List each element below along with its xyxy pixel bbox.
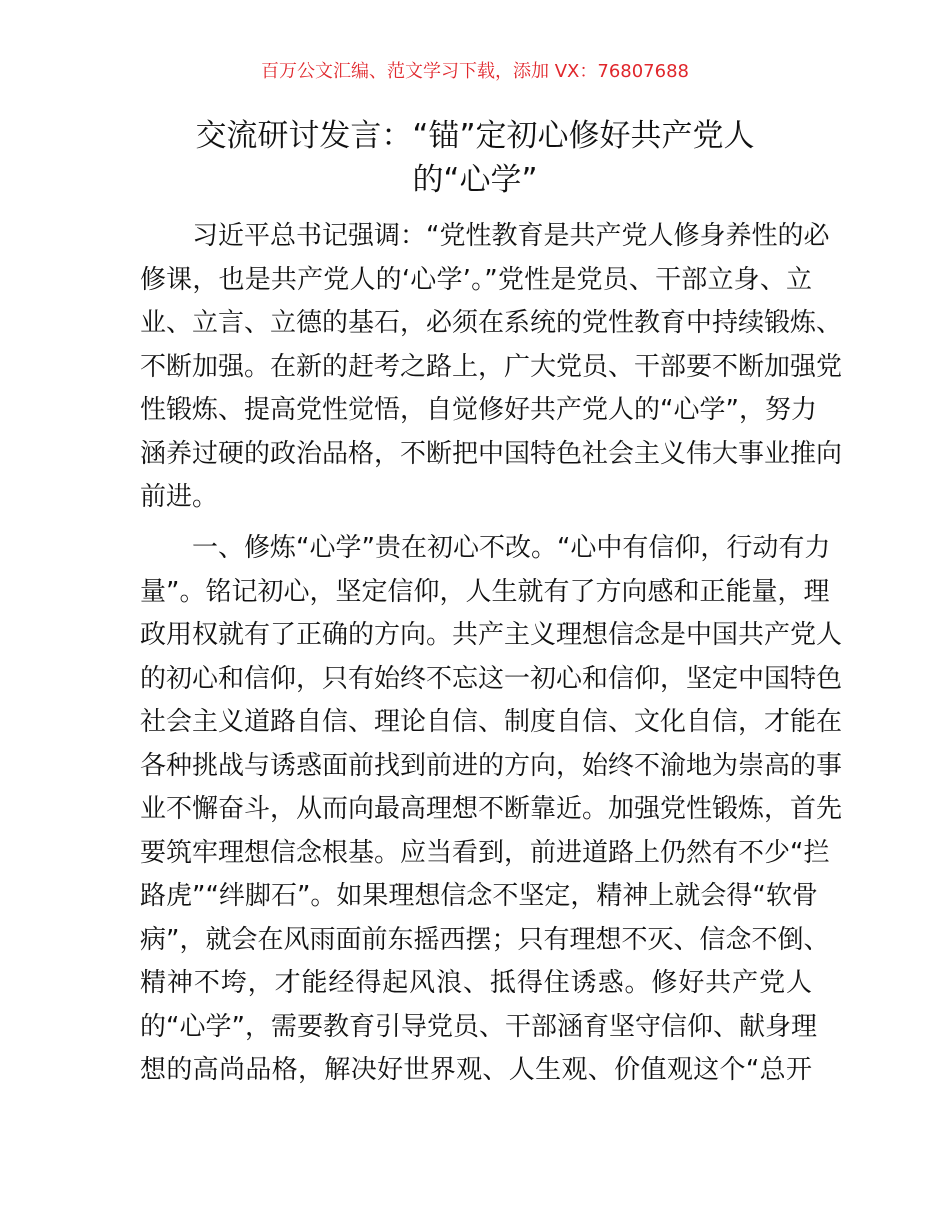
text-line: 量”。铭记初心，坚定信仰，人生就有了方向感和正能量，理 (140, 576, 830, 607)
text-line: 的“心学”，需要教育引导党员、干部涵育坚守信仰、献身理 (140, 1011, 817, 1042)
document-title (0, 114, 950, 202)
title-line-1: 交流研讨发言：“锚”定初心修好共产党人 (195, 118, 755, 154)
text-line: 精神不垮，才能经得起风浪、抵得住诱惑。修好共产党人 (140, 968, 812, 998)
text-line: 一、修炼“心学”贵在初心不改。“心中有信仰，行动有力 (192, 533, 831, 563)
text-line: 性锻炼、提高党性觉悟，自觉修好共产党人的“心学”，努力 (140, 395, 817, 425)
text-line: 想的高尚品格，解决好世界观、人生观、价值观这个“总开 (140, 1055, 812, 1085)
text-line: 不断加强。在新的赶考之路上，广大党员、干部要不断加强党 (140, 351, 843, 382)
text-line: 修课，也是共产党人的‘心学’。”党性是党员、干部立身、立 (140, 264, 812, 295)
text-line: 的初心和信仰，只有始终不忘这一初心和信仰，坚定中国特色 (140, 663, 843, 694)
title-line-2: 的“心学” (412, 162, 538, 198)
text-line: 社会主义道路自信、理论自信、制度自信、文化自信，才能在 (140, 707, 843, 737)
text-line: 业、立言、立德的基石，必须在系统的党性教育中持续锻炼、 (140, 308, 843, 338)
text-line: 路虎”“绊脚石”。如果理想信念不坚定，精神上就会得“软骨 (140, 881, 818, 911)
text-line: 病”，就会在风雨面前东摇西摆；只有理想不灭、信念不倒、 (140, 924, 830, 955)
watermark-banner: 百万公文汇编、范文学习下载，添加 VX：76807688 (261, 61, 689, 82)
text-line: 政用权就有了正确的方向。共产主义理想信念是中国共产党人 (140, 620, 843, 650)
text-line: 前进。 (140, 482, 219, 512)
text-line: 要筑牢理想信念根基。应当看到，前进道路上仍然有不少“拦 (140, 837, 830, 868)
text-line: 业不懈奋斗，从而向最高理想不断靠近。加强党性锻炼，首先 (140, 794, 843, 824)
paragraph-section-1 (140, 527, 843, 1093)
text-line: 涵养过硬的政治品格，不断把中国特色社会主义伟大事业推向 (140, 438, 843, 469)
paragraph-intro (140, 215, 843, 520)
text-line: 各种挑战与诱惑面前找到前进的方向，始终不渝地为崇高的事 (140, 750, 843, 781)
text-line: 习近平总书记强调：“党性教育是共产党人修身养性的必 (192, 221, 830, 251)
